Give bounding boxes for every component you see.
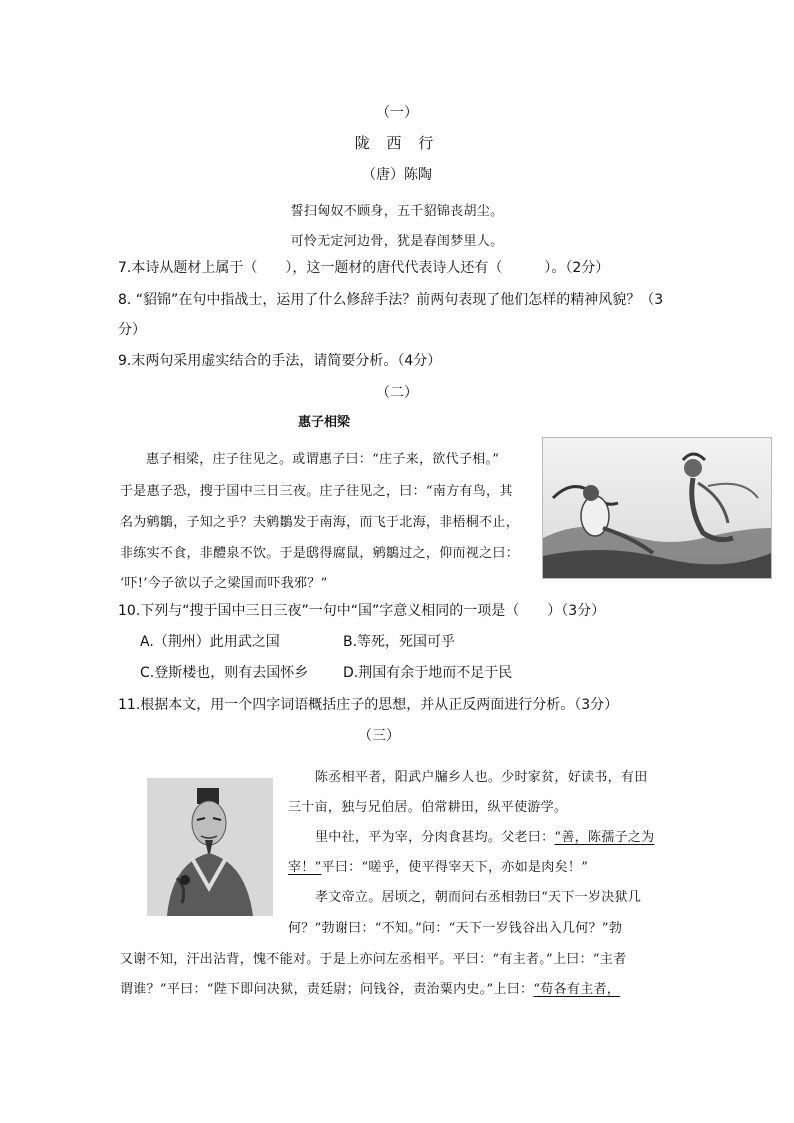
passage2-line-3: 名为鹓鶵，子知之乎？夫鹓鶵发于南海，而飞于北海，非梧桐不止， [120,515,520,530]
question-8-line-2: 分） [118,322,146,338]
illustration-portrait [147,778,273,916]
text-title: 惠子相梁 [298,415,351,430]
illustration-painting [542,437,772,579]
question-7: 7.本诗从题材上属于（ ），这一题材的唐代代表诗人还有（ ）。（2分） [118,260,610,276]
question-8-line-1: 8. “貂锦”在句中指战士，运用了什么修辞手法？前两句表现了他们怎样的精神风貌？（3 [118,292,664,308]
underlined-quote-3: “苟各有主者， [533,982,621,997]
passage3-line-1: 陈丞相平者，阳武户牖乡人也。少时家贫，好读书，有田 [315,770,648,785]
option-b: B.等死，死国可乎 [343,634,456,650]
section1-heading: （一） [376,105,418,121]
option-c: C.登斯楼也，则有去国怀乡 [140,665,309,681]
option-d: D.荆国有余于地而不足于民 [343,665,513,681]
poem-line-1: 誓扫匈奴不顾身，五千貂锦丧胡尘。 [290,204,504,219]
underlined-quote-2: 宰！” [288,860,322,875]
question-11: 11.根据本文，用一个四字词语概括庄子的思想，并从正反两面进行分析。（3分） [118,697,619,713]
question-10: 10.下列与“搜于国中三日三夜”一句中“国”字意义相同的一项是（ ）（3分） [118,603,606,619]
passage2-line-2: 于是惠子恐，搜于国中三日三夜。庄子往见之，曰：“南方有鸟，其 [120,484,513,499]
portrait-image [147,778,273,916]
poem-author: （唐）陈陶 [362,167,432,183]
section2-heading: （二） [376,385,418,401]
passage3-line-3: 里中社，平为宰，分肉食甚均。父老曰：“善，陈孺子之为 [315,830,655,845]
passage3-line-7: 又谢不知，汗出沾背，愧不能对。于是上亦问左丞相平。平曰：“有主者。”上曰：“主者 [120,952,627,967]
passage2-line-1: 惠子相梁，庄子往见之。或谓惠子曰：“庄子来，欲代子相。” [146,452,500,467]
passage2-line-5: ‘吓!’今子欲以子之梁国而吓我邪？” [120,576,328,591]
passage3-line-6: 何？”勃谢曰：“不知。”问：“天下一岁钱谷出入几何？”勃 [288,921,623,936]
poem-line-2: 可怜无定河边骨，犹是春闺梦里人。 [290,234,504,249]
passage3-line-8: 谓谁？”平曰：“陛下即问决狱，责廷尉；问钱谷，责治粟内史。”上曰：“苟各有主者， [120,982,621,997]
underlined-quote-1: “善，陈孺子之为 [554,830,655,845]
passage3-line-2: 三十亩，独与兄伯居。伯常耕田，纵平使游学。 [288,800,568,815]
option-a: A.（荆州）此用武之国 [140,634,280,650]
passage2-line-4: 非练实不食，非醴泉不饮。于是鸱得腐鼠，鹓鶵过之，仰而视之曰： [120,546,520,561]
ink-painting-image [543,438,771,578]
section3-heading: （三） [358,728,400,744]
question-9: 9.末两句采用虚实结合的手法，请简要分析。（4分） [118,353,442,369]
poem-title: 陇 西 行 [354,134,440,152]
passage3-line-5: 孝文帝立。居顷之，朝而问右丞相勃曰“天下一岁决狱几 [315,890,642,905]
passage3-line-4: 宰！”平曰：“嗟乎，使平得宰天下，亦如是肉矣！” [288,860,589,875]
